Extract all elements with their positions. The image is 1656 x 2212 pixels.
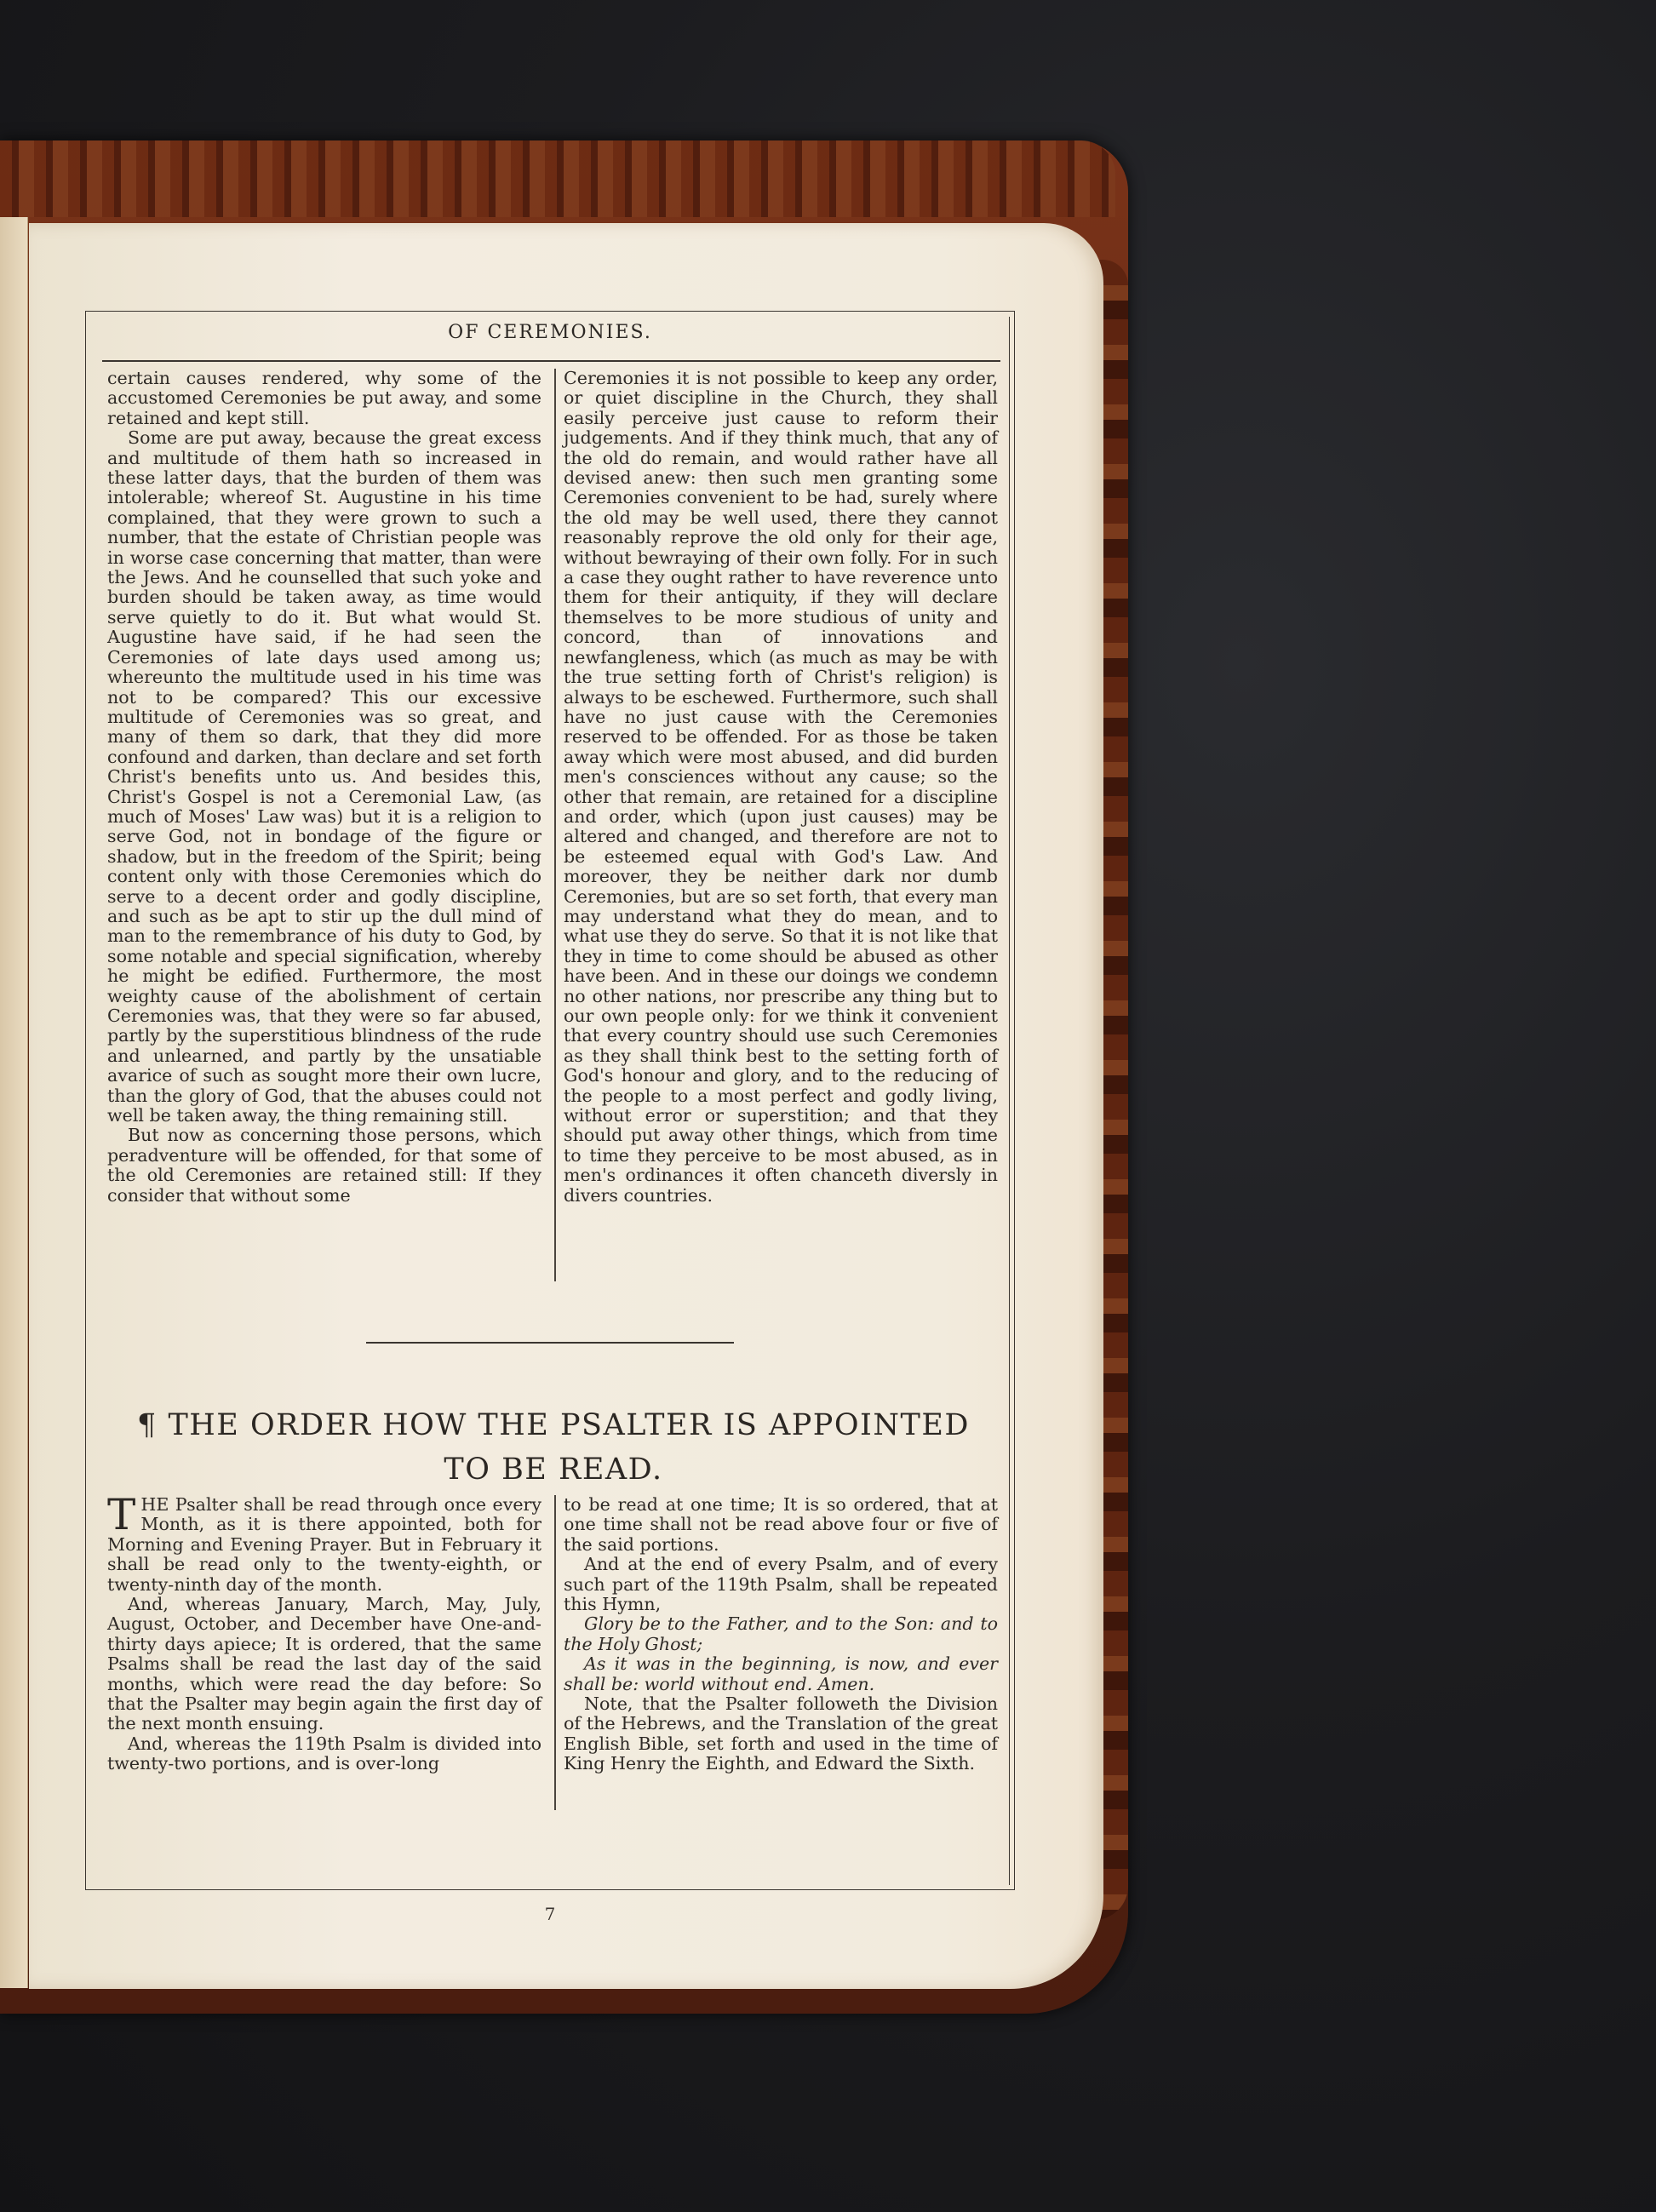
gloria-line2: As it was in the beginning, is now, and ever shall be: world without end. Amen.: [564, 1653, 998, 1694]
psalter-left-p1-text: HE Psalter shall be read through once every Month, as it is there appointed, both for Morning and Evening Prayer. But in February it shall be read only to the twenty-eighth, or twenty-ninth day of the month.: [107, 1494, 541, 1595]
ceremonies-left-p1: certain causes rendered, why some of the accustomed Ceremonies be put away, and some retained and kept still.: [107, 368, 541, 428]
section-divider-rule: [366, 1342, 734, 1344]
ceremonies-left-p3: But now as concerning those persons, which peradventure will be offended, for that some of the old Ceremonies are retained still: If they consider that without some: [107, 1125, 541, 1206]
psalter-title-line1: ¶ THE ORDER HOW THE PSALTER IS APPOINTED: [137, 1408, 970, 1442]
psalter-left-column: [107, 1490, 541, 1774]
ceremonies-right-p1: Ceremonies it is not possible to keep any order, or quiet discipline in the Church, they shall easily perceive just cause to reform their judgements. And if they think much, that any of the old do remain, and would rather have all devised anew: then such men granting some Ceremonies convenient to be had, surely where the old may be well used, there they cannot reasonably reprove the old only for their age, without bewraying of their own folly. For in such a case they ought rather to have reverence unto them for their antiquity, if they will declare themselves to be more studious of unity and concord, than of innovations and newfangleness, which (as much as may be with the true setting forth of Christ's religion) is always to be eschewed. Furthermore, such shall have no just cause with the Ceremonies reserved to be offended. For as those be taken away which were most abused, and did burden men's consciences without any cause; so the other that remain, are retained for a discipline and order, which (upon just causes) may be altered and changed, and therefore are not to be esteemed equal with God's Law. And moreover, they be neither dark nor dumb Ceremonies, but are so set forth, that every man may understand what they do mean, and to what use they do serve. So that it is not like that they in time to come should be abused as other have been. And in these our doings we condemn no other nations, nor prescribe any thing but to our own people only: for we think it convenient that every country should use such Ceremonies as they shall think best to the setting forth of God's honour and glory, and to the reducing of the people to a most perfect and godly living, without error or superstition; and that they should put away other things, which from time to time they perceive to be most abused, as in men's ordinances it often chanceth diversly in divers countries.: [564, 368, 998, 1206]
psalter-right-p1: to be read at one time; It is so ordered, that at one time shall not be read above four or five of the said portions.: [564, 1494, 998, 1555]
psalter-left-p1: [107, 1490, 541, 1595]
psalter-section-title: [111, 1403, 996, 1492]
gloria-line1: Glory be to the Father, and to the Son: and to the Holy Ghost;: [564, 1613, 998, 1654]
drop-cap: T: [107, 1490, 136, 1539]
column-rule-top: [554, 369, 556, 1281]
psalter-right-p2: And at the end of every Psalm, and of every such part of the 119th Psalm, shall be repeated this Hymn,: [564, 1554, 998, 1615]
ceremonies-left-p2: Some are put away, because the great excess and multitude of them hath so increased in these latter days, that the burden of them was intolerable; whereof St. Augustine in his time complained, that they were grown to such a number, that the estate of Christian people was in worse case concerning that matter, than were the Jews. And he counselled that such yoke and burden should be taken away, as time would serve quietly to do it. But what would St. Augustine have said, if he had seen the Ceremonies of late days used among us; whereunto the multitude used in his time was not to be compared? This our excessive multitude of Ceremonies was so great, and many of them so dark, that they did more confound and darken, than declare and set forth Christ's benefits unto us. And besides this, Christ's Gospel is not a Ceremonial Law, (as much of Moses' Law was) but it is a religion to serve God, not in bondage of the figure or shadow, but in the freedom of the Spirit; being content only with those Ceremonies which do serve to a decent order and godly discipline, and such as be apt to stir up the dull mind of man to the remembrance of his duty to God, by some notable and special signification, whereby he might be edified. Furthermore, the most weighty cause of the abolishment of certain Ceremonies was, that they were so far abused, partly by the superstitious blindness of the rude and unlearned, and partly by the unsatiable avarice of such as sought more their own lucre, than the glory of God, that the abuses could not well be taken away, the thing remaining still.: [107, 427, 541, 1126]
previous-page-edge: [0, 217, 28, 1988]
psalter-left-p3: And, whereas the 119th Psalm is divided into twenty-two portions, and is over-long: [107, 1733, 541, 1774]
running-head: OF CEREMONIES.: [448, 322, 652, 343]
head-rule: [102, 360, 1000, 362]
page-number: 7: [544, 1904, 556, 1924]
column-rule-bottom: [554, 1495, 556, 1810]
psalter-left-p2: And, whereas January, March, May, July, August, October, and December have One-and-thirty days apiece; It is ordered, that the same Psalms shall be read the last day of the said months, which were read the day before: So that the Psalter may begin again the first day of the next month ensuing.: [107, 1594, 541, 1734]
ceremonies-left-column: [107, 369, 541, 1206]
cover-top-edge: [0, 140, 1115, 217]
frame-double-line: [1009, 317, 1010, 1885]
psalter-right-column: [564, 1495, 998, 1774]
psalter-title-line2: TO BE READ.: [444, 1453, 663, 1487]
ceremonies-right-column: [564, 369, 998, 1206]
psalter-right-p3: Note, that the Psalter followeth the Division of the Hebrews, and the Translation of the great English Bible, set forth and used in the time of King Henry the Eighth, and Edward the Sixth.: [564, 1693, 998, 1774]
